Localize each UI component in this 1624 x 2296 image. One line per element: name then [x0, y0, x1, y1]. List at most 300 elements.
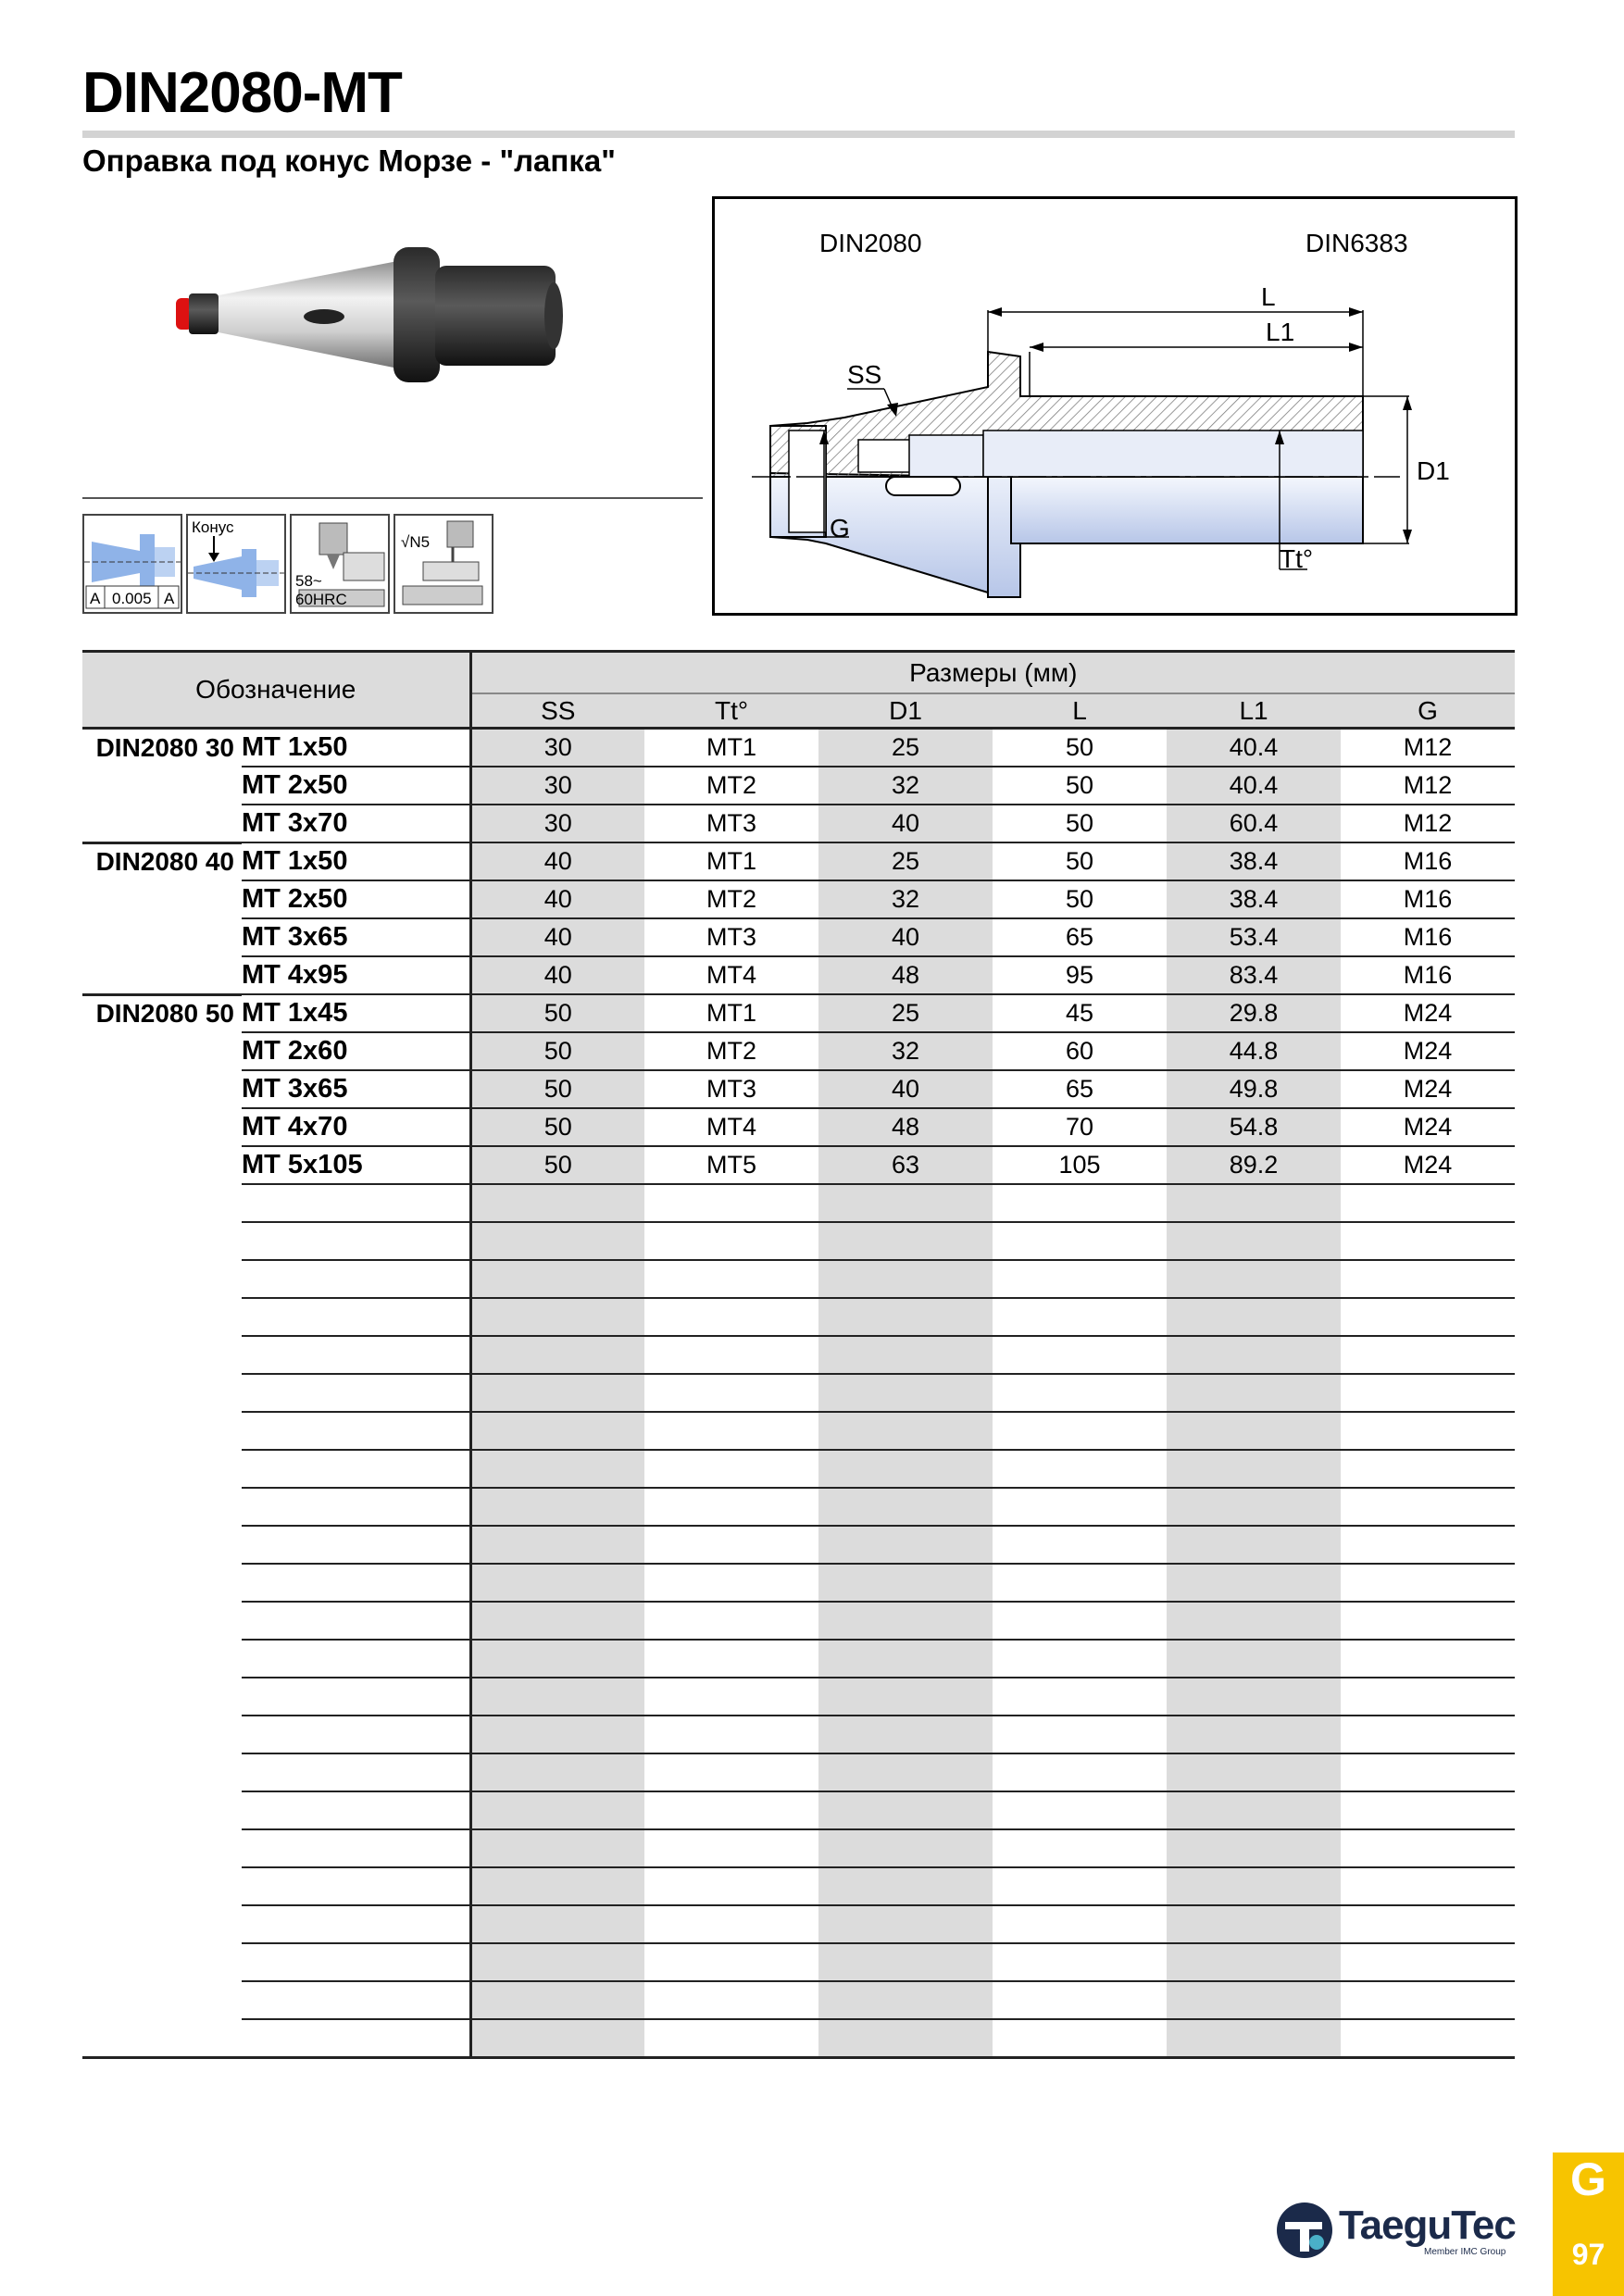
model-cell: MT 2x50 — [242, 880, 470, 918]
specs-table — [82, 650, 1515, 2059]
value-cell-0: 40 — [470, 880, 644, 918]
value-cell-2 — [818, 1564, 993, 1602]
group-name: DIN2080 50 — [82, 994, 242, 1032]
value-cell-2 — [818, 1867, 993, 1905]
value-cell-4 — [1167, 1791, 1341, 1829]
runout-datum-a-2: A — [164, 590, 175, 607]
group-name — [82, 805, 242, 842]
value-cell-1: MT4 — [644, 1108, 818, 1146]
value-cell-5 — [1341, 1640, 1515, 1678]
model-cell — [242, 1791, 470, 1829]
value-cell-4 — [1167, 1867, 1341, 1905]
value-cell-0 — [470, 1716, 644, 1753]
group-name — [82, 1716, 242, 1753]
value-cell-0 — [470, 1753, 644, 1791]
value-cell-3 — [993, 1412, 1167, 1450]
value-cell-3: 50 — [993, 880, 1167, 918]
taper-label: Конус — [192, 518, 234, 536]
value-cell-3 — [993, 1450, 1167, 1488]
value-cell-2 — [818, 1905, 993, 1943]
value-cell-4: 40.4 — [1167, 767, 1341, 805]
value-cell-3 — [993, 1336, 1167, 1374]
value-cell-2 — [818, 1981, 993, 2019]
value-cell-4 — [1167, 1526, 1341, 1564]
model-cell — [242, 1412, 470, 1450]
value-cell-3 — [993, 1260, 1167, 1298]
value-cell-1 — [644, 1791, 818, 1829]
value-cell-1 — [644, 1678, 818, 1716]
model-cell — [242, 1602, 470, 1640]
value-cell-5: M24 — [1341, 1032, 1515, 1070]
runout-tolerance: 0.005 — [112, 590, 152, 607]
value-cell-1: MT3 — [644, 918, 818, 956]
group-name — [82, 1374, 242, 1412]
value-cell-4 — [1167, 2019, 1341, 2058]
model-cell — [242, 1260, 470, 1298]
value-cell-0: 30 — [470, 767, 644, 805]
value-cell-1: MT4 — [644, 956, 818, 994]
table-row — [82, 1032, 1515, 1070]
col-l: L — [993, 693, 1167, 729]
value-cell-2 — [818, 1943, 993, 1981]
group-name — [82, 1070, 242, 1108]
model-cell: MT 2x60 — [242, 1032, 470, 1070]
model-cell — [242, 1488, 470, 1526]
value-cell-5: M12 — [1341, 729, 1515, 767]
model-cell — [242, 1867, 470, 1905]
value-cell-4 — [1167, 1640, 1341, 1678]
value-cell-3 — [993, 1602, 1167, 1640]
col-ss: SS — [470, 693, 644, 729]
section-letter: G — [1570, 2153, 1606, 2205]
dim-l: L — [1261, 282, 1276, 311]
table-row — [82, 994, 1515, 1032]
model-cell: MT 1x50 — [242, 842, 470, 880]
value-cell-0 — [470, 1374, 644, 1412]
section-tab — [1553, 2152, 1624, 2296]
group-name — [82, 1905, 242, 1943]
value-cell-4: 83.4 — [1167, 956, 1341, 994]
table-row-empty — [82, 1488, 1515, 1526]
value-cell-3 — [993, 1640, 1167, 1678]
page-number: 97 — [1571, 2238, 1605, 2271]
value-cell-4 — [1167, 1298, 1341, 1336]
value-cell-1 — [644, 1298, 818, 1336]
value-cell-4: 44.8 — [1167, 1032, 1341, 1070]
table-row-empty — [82, 1222, 1515, 1260]
value-cell-5 — [1341, 1222, 1515, 1260]
model-cell — [242, 1184, 470, 1222]
value-cell-4 — [1167, 1184, 1341, 1222]
brand-logo — [1276, 2200, 1517, 2261]
value-cell-1 — [644, 1260, 818, 1298]
value-cell-2 — [818, 1716, 993, 1753]
dimensions-header: Размеры (мм) — [470, 652, 1515, 694]
value-cell-4: 38.4 — [1167, 842, 1341, 880]
value-cell-4 — [1167, 1716, 1341, 1753]
value-cell-1 — [644, 1526, 818, 1564]
hardness-icon — [290, 514, 390, 614]
group-name — [82, 1184, 242, 1222]
group-name — [82, 1981, 242, 2019]
value-cell-5 — [1341, 1602, 1515, 1640]
table-row — [82, 1070, 1515, 1108]
value-cell-4: 38.4 — [1167, 880, 1341, 918]
value-cell-1: MT2 — [644, 767, 818, 805]
col-g: G — [1341, 693, 1515, 729]
value-cell-1 — [644, 1829, 818, 1867]
table-row-empty — [82, 1678, 1515, 1716]
group-name — [82, 1829, 242, 1867]
model-cell — [242, 1564, 470, 1602]
runout-icon — [82, 514, 182, 614]
runout-datum-a: A — [90, 590, 101, 607]
value-cell-2 — [818, 1526, 993, 1564]
value-cell-2 — [818, 1184, 993, 1222]
value-cell-2 — [818, 1222, 993, 1260]
value-cell-0 — [470, 1260, 644, 1298]
value-cell-5 — [1341, 1905, 1515, 1943]
table-row-empty — [82, 1602, 1515, 1640]
value-cell-0 — [470, 1943, 644, 1981]
value-cell-4 — [1167, 1943, 1341, 1981]
group-name: DIN2080 30 — [95, 733, 234, 762]
group-name: DIN2080 40 — [82, 842, 242, 880]
page-title: DIN2080-MT — [82, 61, 402, 125]
value-cell-5: M12 — [1341, 767, 1515, 805]
title-rule — [82, 131, 1515, 138]
table-row — [82, 729, 1515, 767]
value-cell-1 — [644, 1943, 818, 1981]
value-cell-1 — [644, 1222, 818, 1260]
group-name — [82, 1298, 242, 1336]
standard-din6383: DIN6383 — [1305, 229, 1408, 257]
value-cell-3 — [993, 2019, 1167, 2058]
value-cell-5 — [1341, 1791, 1515, 1829]
value-cell-4 — [1167, 1412, 1341, 1450]
table-row — [82, 956, 1515, 994]
value-cell-4 — [1167, 1222, 1341, 1260]
value-cell-0 — [470, 1184, 644, 1222]
table-row — [82, 805, 1515, 842]
page-subtitle: Оправка под конус Морзе - "лапка" — [82, 144, 616, 178]
value-cell-3: 50 — [993, 729, 1167, 767]
model-cell — [242, 1336, 470, 1374]
value-cell-3 — [993, 1791, 1167, 1829]
model-cell — [242, 1753, 470, 1791]
surface-finish-label: √N5 — [401, 533, 431, 551]
dim-d1: D1 — [1417, 456, 1450, 485]
table-body — [82, 729, 1515, 2058]
standard-din2080: DIN2080 — [819, 229, 922, 257]
value-cell-1: MT1 — [644, 994, 818, 1032]
group-name — [82, 1526, 242, 1564]
value-cell-0 — [470, 1564, 644, 1602]
value-cell-1: MT1 — [644, 842, 818, 880]
group-name — [82, 1678, 242, 1716]
value-cell-1 — [644, 1488, 818, 1526]
value-cell-5 — [1341, 1981, 1515, 2019]
value-cell-1 — [644, 1753, 818, 1791]
value-cell-3: 65 — [993, 918, 1167, 956]
model-cell — [242, 1678, 470, 1716]
surface-finish-icon — [394, 514, 493, 614]
model-cell — [242, 1640, 470, 1678]
value-cell-5: M12 — [1341, 805, 1515, 842]
value-cell-0: 40 — [470, 918, 644, 956]
value-cell-2: 63 — [818, 1146, 993, 1184]
value-cell-0: 40 — [470, 842, 644, 880]
value-cell-1 — [644, 1640, 818, 1678]
value-cell-3: 45 — [993, 994, 1167, 1032]
group-name — [82, 1943, 242, 1981]
model-cell — [242, 2019, 470, 2058]
table-row-empty — [82, 1564, 1515, 1602]
value-cell-5 — [1341, 1184, 1515, 1222]
value-cell-3 — [993, 1526, 1167, 1564]
model-cell: MT 5x105 — [242, 1146, 470, 1184]
value-cell-1: MT5 — [644, 1146, 818, 1184]
value-cell-3 — [993, 1184, 1167, 1222]
value-cell-3 — [993, 1488, 1167, 1526]
value-cell-5 — [1341, 1678, 1515, 1716]
value-cell-0: 50 — [470, 1108, 644, 1146]
group-name — [82, 1336, 242, 1374]
group-name — [82, 1602, 242, 1640]
value-cell-2 — [818, 1412, 993, 1450]
value-cell-3 — [993, 1564, 1167, 1602]
group-name — [82, 1146, 242, 1184]
value-cell-3 — [993, 1867, 1167, 1905]
value-cell-5: M16 — [1341, 842, 1515, 880]
value-cell-3 — [993, 1905, 1167, 1943]
value-cell-2: 40 — [818, 1070, 993, 1108]
value-cell-5 — [1341, 1564, 1515, 1602]
header-row-1 — [82, 652, 1515, 694]
table-row-empty — [82, 1640, 1515, 1678]
value-cell-3 — [993, 1943, 1167, 1981]
dim-tt: Tt° — [1280, 544, 1314, 573]
model-cell — [242, 1298, 470, 1336]
table-row-empty — [82, 1526, 1515, 1564]
value-cell-0 — [470, 1336, 644, 1374]
value-cell-2: 25 — [818, 729, 993, 767]
value-cell-0: 50 — [470, 1146, 644, 1184]
value-cell-2: 48 — [818, 956, 993, 994]
value-cell-0 — [470, 1678, 644, 1716]
value-cell-4 — [1167, 1488, 1341, 1526]
value-cell-3 — [993, 1374, 1167, 1412]
table-row-empty — [82, 1184, 1515, 1222]
model-cell: MT 2x50 — [242, 767, 470, 805]
table-row-empty — [82, 1450, 1515, 1488]
group-name — [82, 1222, 242, 1260]
value-cell-1 — [644, 1450, 818, 1488]
value-cell-0 — [470, 1602, 644, 1640]
brand-mark-icon — [1276, 2202, 1333, 2259]
model-cell — [242, 1222, 470, 1260]
value-cell-2 — [818, 1488, 993, 1526]
model-cell: MT 1x50 — [242, 729, 470, 767]
photo-divider — [82, 497, 703, 499]
value-cell-3: 65 — [993, 1070, 1167, 1108]
value-cell-5 — [1341, 1450, 1515, 1488]
value-cell-4 — [1167, 1602, 1341, 1640]
value-cell-5: M16 — [1341, 956, 1515, 994]
value-cell-0: 50 — [470, 994, 644, 1032]
model-cell — [242, 1374, 470, 1412]
group-name — [82, 918, 242, 956]
value-cell-2 — [818, 1374, 993, 1412]
value-cell-0 — [470, 1450, 644, 1488]
value-cell-1 — [644, 1336, 818, 1374]
value-cell-2: 25 — [818, 994, 993, 1032]
value-cell-3: 60 — [993, 1032, 1167, 1070]
value-cell-2 — [818, 1640, 993, 1678]
value-cell-0: 40 — [470, 956, 644, 994]
value-cell-4: 60.4 — [1167, 805, 1341, 842]
group-name — [82, 1564, 242, 1602]
group-name — [82, 1488, 242, 1526]
table-row-empty — [82, 1905, 1515, 1943]
value-cell-3: 95 — [993, 956, 1167, 994]
group-name — [82, 1260, 242, 1298]
model-cell — [242, 1905, 470, 1943]
value-cell-0 — [470, 1867, 644, 1905]
value-cell-1 — [644, 1412, 818, 1450]
dim-ss: SS — [847, 360, 882, 389]
table-row-empty — [82, 1374, 1515, 1412]
value-cell-2 — [818, 1678, 993, 1716]
value-cell-0 — [470, 1412, 644, 1450]
value-cell-2: 40 — [818, 918, 993, 956]
value-cell-3 — [993, 1222, 1167, 1260]
table-row-empty — [82, 1753, 1515, 1791]
feature-icons — [82, 514, 494, 614]
value-cell-0: 50 — [470, 1070, 644, 1108]
value-cell-2: 32 — [818, 880, 993, 918]
group-name — [82, 1108, 242, 1146]
value-cell-1 — [644, 2019, 818, 2058]
value-cell-2 — [818, 1260, 993, 1298]
value-cell-1 — [644, 1564, 818, 1602]
value-cell-4 — [1167, 1374, 1341, 1412]
value-cell-0 — [470, 1981, 644, 2019]
value-cell-2: 40 — [818, 805, 993, 842]
value-cell-4: 40.4 — [1167, 729, 1341, 767]
value-cell-0 — [470, 1488, 644, 1526]
value-cell-0: 30 — [470, 729, 644, 767]
value-cell-5 — [1341, 1753, 1515, 1791]
model-cell — [242, 1829, 470, 1867]
value-cell-4 — [1167, 1981, 1341, 2019]
model-cell — [242, 1981, 470, 2019]
value-cell-0 — [470, 2019, 644, 2058]
value-cell-3: 50 — [993, 842, 1167, 880]
value-cell-4 — [1167, 1753, 1341, 1791]
value-cell-2: 32 — [818, 1032, 993, 1070]
value-cell-4: 54.8 — [1167, 1108, 1341, 1146]
value-cell-3 — [993, 1829, 1167, 1867]
value-cell-5 — [1341, 1867, 1515, 1905]
value-cell-4: 49.8 — [1167, 1070, 1341, 1108]
value-cell-3: 50 — [993, 805, 1167, 842]
value-cell-5 — [1341, 1488, 1515, 1526]
value-cell-2: 32 — [818, 767, 993, 805]
group-name — [82, 1640, 242, 1678]
value-cell-2 — [818, 1829, 993, 1867]
value-cell-1 — [644, 1716, 818, 1753]
product-photo — [157, 236, 593, 393]
value-cell-4 — [1167, 1678, 1341, 1716]
value-cell-5: M16 — [1341, 918, 1515, 956]
value-cell-0 — [470, 1526, 644, 1564]
value-cell-5: M24 — [1341, 1070, 1515, 1108]
value-cell-2 — [818, 1602, 993, 1640]
model-cell: MT 1x45 — [242, 994, 470, 1032]
value-cell-0 — [470, 1640, 644, 1678]
value-cell-5: M24 — [1341, 994, 1515, 1032]
value-cell-5 — [1341, 1943, 1515, 1981]
brand-subtitle: Member IMC Group — [1424, 2247, 1506, 2257]
technical-drawing — [712, 196, 1518, 616]
value-cell-4 — [1167, 1905, 1341, 1943]
group-name — [82, 1032, 242, 1070]
value-cell-3 — [993, 1981, 1167, 2019]
value-cell-0 — [470, 1905, 644, 1943]
model-cell: MT 3x65 — [242, 918, 470, 956]
value-cell-0: 50 — [470, 1032, 644, 1070]
table-row — [82, 767, 1515, 805]
table-row-empty — [82, 1298, 1515, 1336]
value-cell-3 — [993, 1678, 1167, 1716]
model-cell: MT 3x65 — [242, 1070, 470, 1108]
value-cell-1: MT2 — [644, 880, 818, 918]
value-cell-1 — [644, 1867, 818, 1905]
group-name — [82, 880, 242, 918]
hardness-label-2: 60HRC — [295, 591, 347, 608]
value-cell-5: M16 — [1341, 880, 1515, 918]
model-cell: MT 3x70 — [242, 805, 470, 842]
value-cell-5: M24 — [1341, 1108, 1515, 1146]
value-cell-1: MT2 — [644, 1032, 818, 1070]
table-row-empty — [82, 2019, 1515, 2058]
value-cell-2: 48 — [818, 1108, 993, 1146]
model-cell — [242, 1943, 470, 1981]
value-cell-3: 105 — [993, 1146, 1167, 1184]
value-cell-4: 53.4 — [1167, 918, 1341, 956]
value-cell-5 — [1341, 1716, 1515, 1753]
value-cell-4 — [1167, 1336, 1341, 1374]
table-row-empty — [82, 1412, 1515, 1450]
table-row — [82, 1146, 1515, 1184]
model-cell — [242, 1450, 470, 1488]
value-cell-0 — [470, 1791, 644, 1829]
value-cell-2 — [818, 1298, 993, 1336]
value-cell-5 — [1341, 1829, 1515, 1867]
dim-l1: L1 — [1266, 318, 1295, 346]
table-row-empty — [82, 1260, 1515, 1298]
model-cell — [242, 1526, 470, 1564]
group-name — [82, 2019, 242, 2058]
value-cell-1: MT1 — [644, 729, 818, 767]
value-cell-2: 25 — [818, 842, 993, 880]
table-row — [82, 880, 1515, 918]
table-row-empty — [82, 1336, 1515, 1374]
table-row-empty — [82, 1943, 1515, 1981]
value-cell-4: 29.8 — [1167, 994, 1341, 1032]
value-cell-0: 30 — [470, 805, 644, 842]
